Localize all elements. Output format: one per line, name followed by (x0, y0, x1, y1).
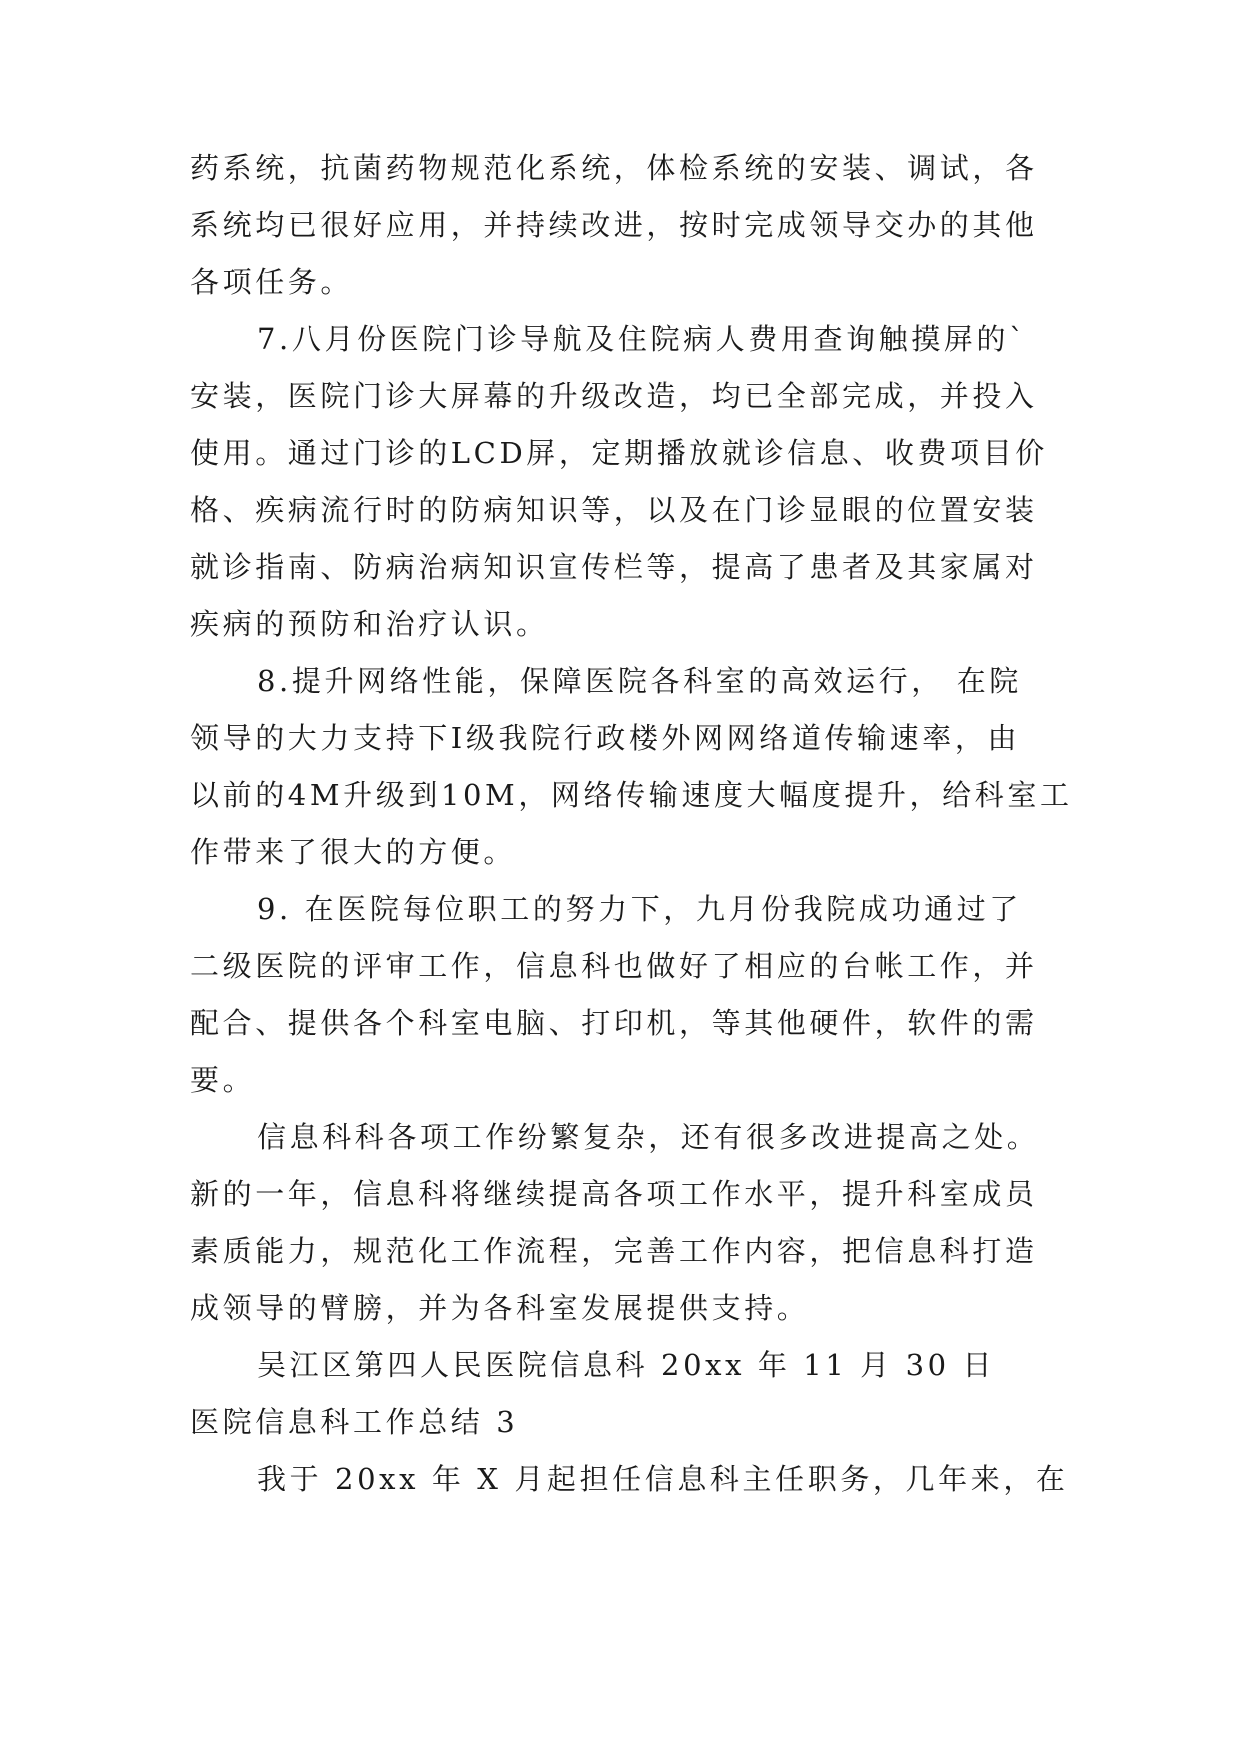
text-line: 以前的4M升级到10M，网络传输速度大幅度提升，给科室工 (190, 778, 1073, 812)
text-line: 各项任务。 (190, 265, 354, 299)
text-line: 作带来了很大的方便。 (190, 835, 517, 869)
text-line: 药系统，抗菌药物规范化系统，体检系统的安装、调试，各 (190, 151, 1038, 185)
summary-first-line: 信息科科各项工作纷繁复杂，还有很多改进提高之处。 (257, 1120, 1040, 1154)
text-line: 配合、提供各个科室电脑、打印机，等其他硬件，软件的需 (190, 1006, 1038, 1040)
paragraph-7-first-line: 7.八月份医院门诊导航及住院病人费用查询触摸屏的` (257, 322, 1028, 356)
text-line: 就诊指南、防病治病知识宣传栏等，提高了患者及其家属对 (190, 550, 1038, 584)
text-line: 成领导的臂膀，并为各科室发展提供支持。 (190, 1291, 810, 1325)
signature-line: 吴江区第四人民医院信息科 20xx 年 11 月 30 日 (257, 1348, 996, 1382)
paragraph-8-first-line: 8.提升网络性能，保障医院各科室的高效运行， 在院 (257, 664, 1022, 698)
text-line: 系统均已很好应用，并持续改进，按时完成领导交办的其他 (190, 208, 1038, 242)
text-line: 新的一年，信息科将继续提高各项工作水平，提升科室成员 (190, 1177, 1038, 1211)
text-line: 使用。通过门诊的LCD屏，定期播放就诊信息、收费项目价 (190, 436, 1048, 470)
text-line: 疾病的预防和治疗认识。 (190, 607, 549, 641)
text-line: 我于 20xx 年 X 月起担任信息科主任职务，几年来，在 (257, 1462, 1069, 1496)
paragraph-9-first-line: 9. 在医院每位职工的努力下，九月份我院成功通过了 (257, 892, 1022, 926)
text-line: 领导的大力支持下I级我院行政楼外网网络道传输速率，由 (190, 721, 1021, 755)
text-line: 格、疾病流行时的防病知识等，以及在门诊显眼的位置安装 (190, 493, 1038, 527)
text-line: 素质能力，规范化工作流程，完善工作内容，把信息科打造 (190, 1234, 1038, 1268)
text-line: 要。 (190, 1063, 256, 1097)
text-line: 二级医院的评审工作，信息科也做好了相应的台帐工作，并 (190, 949, 1038, 983)
text-line: 安装，医院门诊大屏幕的升级改造，均已全部完成，并投入 (190, 379, 1038, 413)
section-heading: 医院信息科工作总结 3 (190, 1405, 519, 1439)
